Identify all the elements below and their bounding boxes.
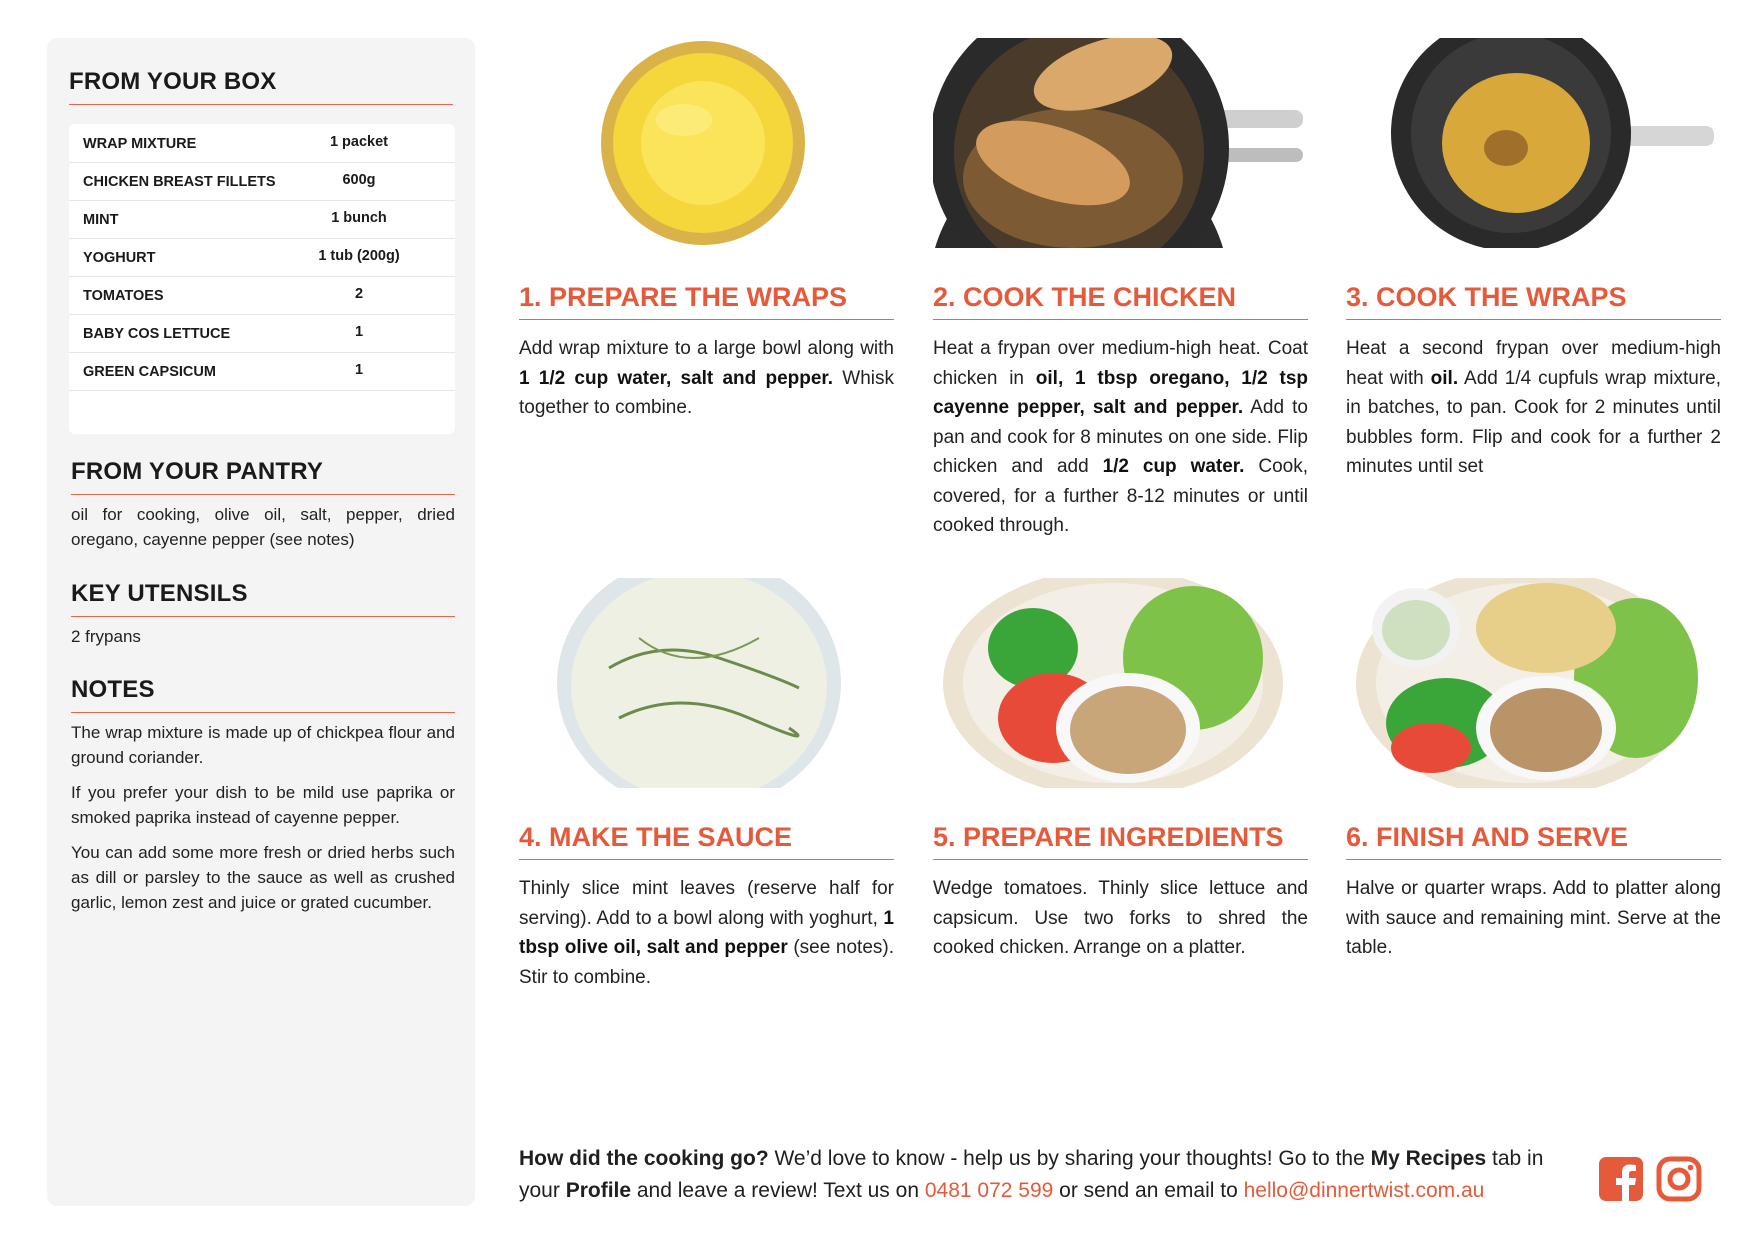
ingredient-name: YOGHURT: [83, 250, 156, 266]
ingredient-qty: 1 bunch: [331, 210, 387, 226]
step-text-run: Wedge tomatoes. Thinly slice lettuce and capsicum. Use two forks to shred the cooked chicken. Arrange on a platter.: [933, 878, 1308, 958]
wrap-batter-bowl-image: [519, 38, 894, 248]
email-link[interactable]: hello@dinnertwist.com.au: [1243, 1178, 1485, 1202]
ingredient-name: GREEN CAPSICUM: [83, 364, 216, 380]
ingredient-qty: 1: [354, 362, 364, 378]
step-text: [519, 334, 894, 423]
utensils-text: 2 frypans: [71, 627, 141, 646]
ingredient-name: WRAP MIXTURE: [83, 136, 197, 152]
key-utensils-title: KEY UTENSILS: [71, 580, 455, 617]
pantry-text: oil for cooking, olive oil, salt, pepper, dried oregano, cayenne pepper (see notes): [71, 505, 455, 549]
phone-link[interactable]: 0481 072 599: [924, 1178, 1054, 1202]
step-text-bold: 1 tbsp olive oil, salt and pepper: [519, 907, 894, 958]
step-text-run: Add to pan and cook for 8 minutes on one side. Flip chicken and add: [933, 397, 1308, 477]
step-text-run: (see notes). Stir to combine.: [519, 937, 894, 988]
step-text-run: Add wrap mixture to a large bowl along with: [519, 338, 894, 359]
step-text-bold: 1 1/2 cup water, salt and pepper.: [519, 367, 834, 389]
from-your-box-title: FROM YOUR BOX: [69, 68, 453, 105]
ingredient-name: CHICKEN BREAST FILLETS: [83, 174, 276, 190]
footer-text: tab in your: [519, 1147, 1544, 1202]
step-text: [1346, 874, 1721, 963]
yoghurt-mint-sauce-image: [519, 578, 894, 788]
step-title: 4. MAKE THE SAUCE: [519, 822, 894, 860]
note-paragraph: The wrap mixture is made up of chickpea flour and ground coriander.: [71, 723, 455, 767]
table-row: [69, 200, 455, 239]
profile-link[interactable]: Profile: [565, 1178, 632, 1202]
step-text-bold: oil, 1 tbsp oregano, 1/2 tsp cayenne pepper, salt and pepper.: [933, 367, 1308, 418]
ingredient-name: BABY COS LETTUCE: [83, 326, 231, 342]
chicken-frypan-image: [933, 38, 1308, 248]
notes-title: NOTES: [71, 676, 455, 713]
step-text-run: Thinly slice mint leaves (reserve half for serving). Add to a bowl along with yoghurt,: [519, 878, 894, 929]
step-title: 1. PREPARE THE WRAPS: [519, 282, 894, 320]
ingredient-qty: 600g: [342, 172, 376, 188]
step-text: [1346, 334, 1721, 482]
step-text-run: Halve or quarter wraps. Add to platter along with sauce and remaining mint. Serve at the table.: [1346, 878, 1721, 958]
box-ingredients-table: [69, 124, 455, 434]
footer-text: and leave a review! Text us on: [631, 1178, 925, 1202]
step-title: 3. COOK THE WRAPS: [1346, 282, 1721, 320]
step-text: [519, 874, 894, 992]
ingredient-qty: 1: [354, 324, 364, 340]
ingredient-name: TOMATOES: [83, 288, 164, 304]
table-row: [69, 352, 455, 391]
ingredient-name: MINT: [83, 212, 119, 228]
step-title: 5. PREPARE INGREDIENTS: [933, 822, 1308, 860]
footer-lead: How did the cooking go?: [519, 1147, 769, 1170]
from-your-pantry-title: FROM YOUR PANTRY: [71, 458, 455, 495]
ingredient-qty: 1 tub (200g): [318, 248, 400, 264]
table-row: [69, 314, 455, 353]
step-text-run: Cook, covered, for a further 8-12 minutes or until cooked through.: [933, 456, 1308, 536]
ingredient-qty: 2: [354, 286, 364, 302]
step-text: [933, 874, 1308, 963]
wrap-frypan-image: [1346, 38, 1721, 248]
table-row: [69, 276, 455, 315]
my-recipes-link[interactable]: My Recipes: [1370, 1147, 1487, 1170]
footer-text: or send an email to: [1053, 1178, 1244, 1202]
table-row: [69, 124, 455, 163]
step-title: 2. COOK THE CHICKEN: [933, 282, 1308, 320]
step-text-run: Heat a second frypan over medium-high heat with: [1346, 338, 1721, 389]
ingredient-qty: 1 packet: [329, 134, 389, 150]
step-text-run: Whisk together to combine.: [519, 367, 895, 418]
feedback-footer: [519, 1143, 1569, 1206]
step-text-run: Heat a frypan over medium-high heat. Coat chicken in: [933, 338, 1308, 389]
finished-platter-image: [1346, 578, 1721, 788]
notes-body: [71, 720, 455, 925]
step-text-bold: 1/2 cup water.: [1102, 456, 1245, 477]
note-paragraph: If you prefer your dish to be mild use paprika or smoked paprika instead of cayenne pepper.: [71, 783, 455, 827]
table-row: [69, 238, 455, 277]
note-paragraph: You can add some more fresh or dried herbs such as dill or parsley to the sauce as well as crushed garlic, lemon zest and juice or grated cucumber.: [71, 843, 455, 912]
step-title: 6. FINISH AND SERVE: [1346, 822, 1721, 860]
step-text: [933, 334, 1308, 541]
instagram-icon[interactable]: [1656, 1156, 1702, 1202]
facebook-icon[interactable]: [1598, 1156, 1644, 1202]
step-text-run: Add 1/4 cupfuls wrap mixture, in batches, to pan. Cook for 2 minutes until bubbles form. Flip and cook for a further 2 minutes until set: [1346, 367, 1721, 477]
ingredients-sidebar: [47, 38, 475, 1206]
footer-text: We’d love to know - help us by sharing your thoughts! Go to the: [768, 1147, 1371, 1170]
step-text-bold: oil.: [1430, 367, 1459, 389]
ingredients-platter-image: [933, 578, 1308, 788]
table-row: [69, 162, 455, 201]
